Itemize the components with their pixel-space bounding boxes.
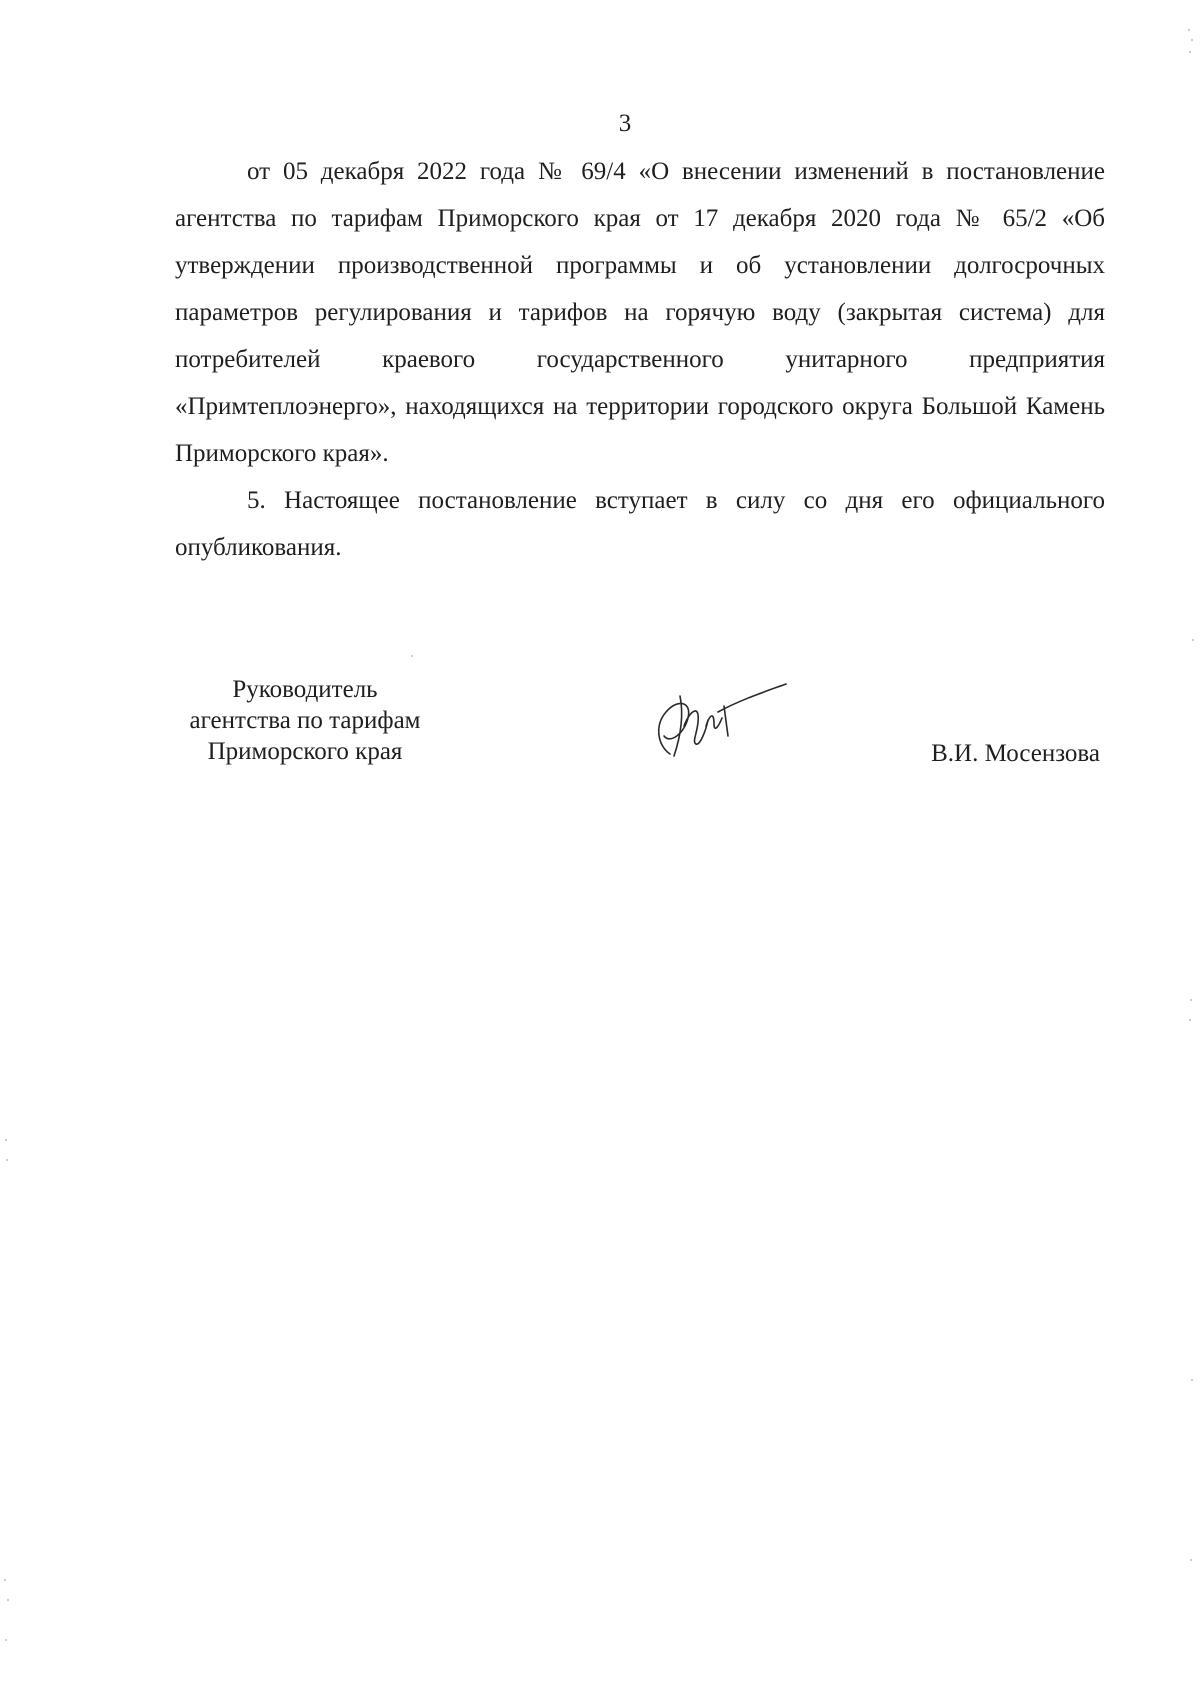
page-number: 3 (618, 110, 632, 137)
handwritten-signature (640, 666, 790, 766)
signer-position (170, 674, 440, 767)
signer-name: В.И. Мосензова (931, 740, 1100, 767)
signer-position-line: агентства по тарифам (189, 707, 421, 734)
signer-position-line: Приморского края (207, 738, 403, 765)
document-body (175, 148, 1105, 571)
signature-block (170, 674, 1100, 794)
paragraph-effective-date: 5. Настоящее постановление вступает в силу со дня его официального опубликования. (175, 487, 1105, 561)
paragraph-continuation: от 05 декабря 2022 года № 69/4 «О внесении изменений в постановление агентства по тарифам Приморского края от 17 декабря 2020 года № 65/2 «Об утверждении производственной программы и об установлении долгосрочных параметров регулирования и тарифов на горячую воду (закрытая система) для потребителей краевого государственного унитарного предприятия «Примтеплоэнерго», находящихся на территории городского округа Большой Камень Приморского края». (175, 158, 1105, 467)
signer-position-line: Руководитель (232, 676, 378, 703)
